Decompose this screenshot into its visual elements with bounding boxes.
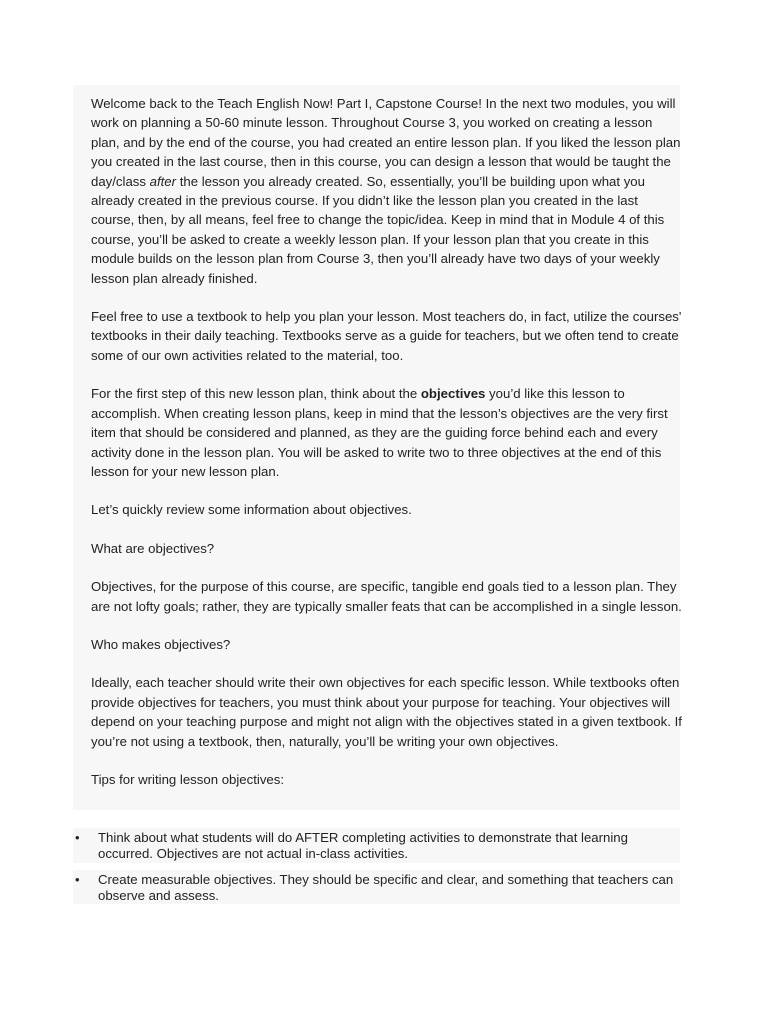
list-item [73, 870, 680, 904]
who-makes-objectives-body: Ideally, each teacher should write their own objectives for each specific lesson. While textbooks often provide objectives for teachers, you must think about your purpose for teaching. Your objectives will depend on your teaching purpose and might not align with the objectives stated in a given textbook. If you’re not using a textbook, then, naturally, you’ll be writing your own objectives. [91, 675, 682, 749]
bullet-marker: • [75, 872, 80, 887]
objectives-keyword: objectives [420, 386, 486, 402]
who-makes-objectives-heading: Who makes objectives? [91, 636, 231, 652]
review-paragraph: Let’s quickly review some information about objectives. [91, 502, 412, 518]
what-are-objectives-heading: What are objectives? [91, 540, 215, 556]
list-item [73, 828, 680, 863]
intro-paragraph: Welcome back to the Teach English Now! Part I, Capstone Course! In the next two modules, you will work on planning a 50-60 minute lesson. Throughout Course 3, you worked on creating a lesson plan, and by the end of the course, you had created an entire lesson plan. If you liked the lesson plan you created in the last course, then in this course, you can design a lesson that would be taught the day/class after the lesson you already created. So, essentially, you’ll be building upon what you already created in the previous course. If you didn’t like the lesson plan you created in the last course, then, by all means, feel free to change the topic/idea. Keep in mind that in Module 4 of this course, you’ll be asked to create a weekly lesson plan. If your lesson plan that you create in this module builds on the lesson plan from Course 3, then you’ll already have two days of your weekly lesson plan already finished. [91, 96, 681, 286]
first-step-paragraph: For the first step of this new lesson plan, think about the objectives you’d like this lesson to accomplish. When creating lesson plans, keep in mind that the lesson’s objectives are the very first item that should be considered and planned, as they are the guiding force behind each and every activity done in the lesson plan. You will be asked to write two to three objectives at the end of this lesson for your new lesson plan. [91, 386, 668, 479]
bullet-marker: • [75, 830, 80, 845]
tips-heading: Tips for writing lesson objectives: [91, 771, 285, 787]
what-are-objectives-body: Objectives, for the purpose of this course, are specific, tangible end goals tied to a lesson plan. They are not lofty goals; rather, they are typically smaller feats that can be accomplished in a single lesson. [91, 579, 682, 614]
lesson-text-block [73, 85, 680, 810]
textbook-paragraph: Feel free to use a textbook to help you plan your lesson. Most teachers do, in fact, utilize the courses' textbooks in their daily teaching. Textbooks serve as a guide for teachers, but we often tend to create some of our own activities related to the material, too. [91, 309, 682, 363]
bullet-text: Think about what students will do AFTER completing activities to demonstrate that learning occurred. Objectives are not actual in-class activities. [98, 830, 628, 861]
bullet-text: Create measurable objectives. They should be specific and clear, and something that teachers can observe and assess. [98, 872, 674, 903]
emphasis-after: after [149, 173, 177, 189]
